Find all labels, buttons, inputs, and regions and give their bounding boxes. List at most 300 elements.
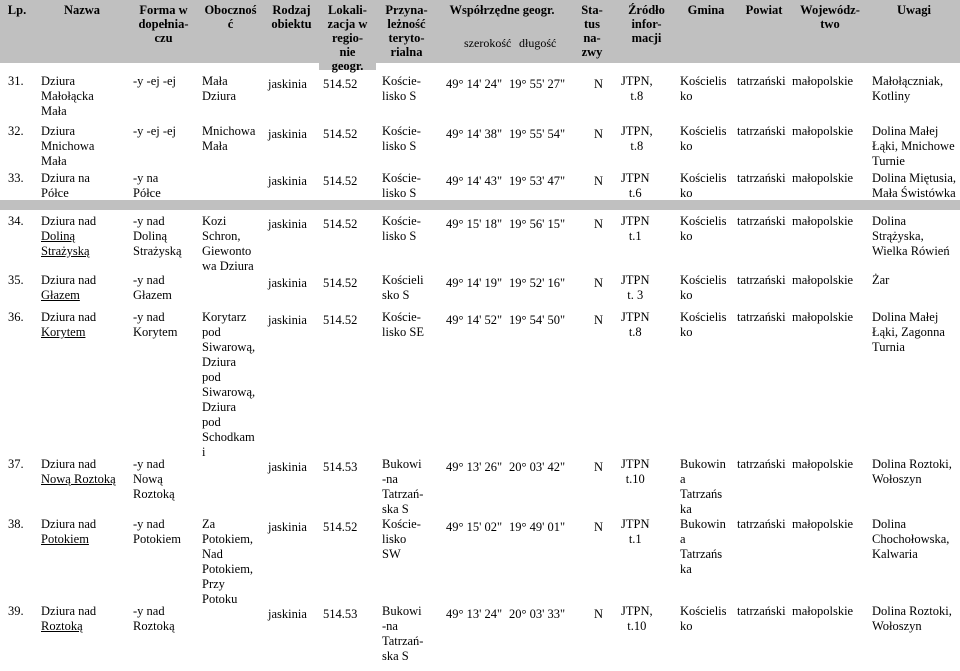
cell-status [594, 217, 603, 232]
cell-zrodlo [621, 517, 649, 547]
cell-obocz-line: Mnichowa [202, 124, 256, 138]
cell-forma-line: Głazem [133, 288, 172, 302]
cell-dl-line: 19° 55' 27" [509, 77, 566, 91]
cell-obocz-line: Przy [202, 577, 225, 591]
cell-forma [133, 457, 175, 502]
cell-lp [8, 517, 24, 532]
cell-zrodlo-line: JTPN [621, 517, 650, 531]
cell-nazwa-line: Dziura nad [41, 273, 97, 287]
cell-szer-line: 49° 13' 26" [446, 460, 503, 474]
header-forma: Forma w dopełnia- czu [130, 0, 197, 63]
cell-uwagi-line: Wołoszyn [872, 472, 922, 486]
cell-szer [446, 313, 502, 328]
cell-nazwa [41, 604, 96, 634]
cell-zrodlo-line: JTPN, [621, 74, 653, 88]
cell-woj-line: małopolskie [792, 74, 854, 88]
cell-obocz-line: pod [202, 370, 221, 384]
cell-uwagi-line: Kotliny [872, 89, 911, 103]
cell-zrodlo [621, 124, 653, 154]
cell-forma [133, 310, 177, 340]
cell-przyn [382, 273, 424, 303]
cell-gmina [680, 517, 726, 577]
cell-powiat-line: tatrzański [737, 457, 786, 471]
cell-szer [446, 276, 502, 291]
cell-lp-line: 33. [8, 171, 24, 185]
group-separator [0, 200, 960, 210]
cell-forma [133, 74, 176, 89]
cell-gmina-line: ko [680, 325, 693, 339]
cell-rodzaj [268, 460, 307, 475]
cell-zrodlo-line: JTPN [621, 171, 650, 185]
cell-woj [792, 517, 853, 532]
cell-nazwa [41, 171, 90, 201]
cell-szer [446, 520, 502, 535]
cell-woj-line: małopolskie [792, 457, 854, 471]
cell-lok-line: 514.52 [323, 77, 358, 91]
cell-przyn-line: -na [382, 619, 398, 633]
cell-uwagi-line: Małołączniak, [872, 74, 944, 88]
cell-status-line: N [594, 460, 604, 474]
cell-forma [133, 604, 175, 634]
cell-przyn-line: sko S [382, 288, 410, 302]
cell-powiat-line: tatrzański [737, 310, 786, 324]
cell-przyn [382, 310, 424, 340]
cell-woj-line: małopolskie [792, 604, 854, 618]
header-przynaleznosc: Przyna- leżność teryto- rialna [376, 0, 437, 63]
cell-forma [133, 517, 181, 547]
cell-dl [509, 460, 565, 475]
cell-woj [792, 457, 853, 472]
cell-dl [509, 520, 565, 535]
cell-powiat [737, 604, 786, 619]
cell-lok-line: 514.52 [323, 520, 358, 534]
cell-dl [509, 607, 565, 622]
header-zrodlo: Źródło infor- macji [617, 0, 676, 63]
cell-forma-line: Roztoką [133, 487, 175, 501]
cell-uwagi-line: Łąki, Zagonna [872, 325, 945, 339]
cell-woj [792, 604, 853, 619]
cell-zrodlo-line: t.1 [628, 229, 642, 243]
cell-forma-line: -y -ej -ej [133, 124, 177, 138]
cell-status [594, 520, 603, 535]
cell-powiat [737, 124, 786, 139]
header-gmina: Gmina [676, 0, 736, 63]
cell-forma [133, 171, 161, 201]
cell-uwagi-line: Dolina [872, 214, 907, 228]
cell-szer-line: 49° 14' 24" [446, 77, 503, 91]
cell-lp-line: 34. [8, 214, 24, 228]
cell-nazwa [41, 214, 96, 259]
cell-obocz-line: Kozi [202, 214, 227, 228]
cell-zrodlo-line: JTPN [621, 457, 650, 471]
cell-status-line: N [594, 276, 604, 290]
cell-woj [792, 273, 853, 288]
cell-status-line: N [594, 217, 604, 231]
cell-forma-line: -y nad [133, 273, 165, 287]
cell-nazwa-line: Dziura nad [41, 214, 97, 228]
cell-uwagi-line: Wielka Rówień [872, 244, 950, 258]
cell-forma-line: -y nad [133, 604, 165, 618]
cell-przyn [382, 214, 421, 244]
cell-gmina-line: Kościelis [680, 214, 727, 228]
cell-forma-line: Roztoką [133, 619, 175, 633]
cell-obocz [202, 74, 236, 104]
cell-rodzaj [268, 174, 307, 189]
cell-szer [446, 77, 502, 92]
cell-obocz-line: Za [202, 517, 216, 531]
cell-obocz [202, 124, 255, 154]
cell-lp [8, 273, 24, 288]
cell-lp [8, 124, 24, 139]
cell-gmina-line: Kościelis [680, 273, 727, 287]
cell-przyn-line: Koście- [382, 517, 421, 531]
cell-lp-line: 32. [8, 124, 24, 138]
cell-szer-line: 49° 15' 02" [446, 520, 503, 534]
cell-forma [133, 124, 176, 139]
cell-woj-line: małopolskie [792, 124, 854, 138]
cell-obocz-line: Korytarz [202, 310, 247, 324]
cell-zrodlo-line: JTPN, [621, 124, 653, 138]
cell-status-line: N [594, 313, 604, 327]
cell-powiat-line: tatrzański [737, 273, 786, 287]
cell-obocz-line: pod [202, 415, 221, 429]
cell-gmina-line: ko [680, 186, 693, 200]
cell-gmina-line: Bukowin [680, 457, 726, 471]
cell-przyn-line: Bukowi [382, 604, 422, 618]
cell-lok-line: 514.52 [323, 174, 358, 188]
cell-status-line: N [594, 127, 604, 141]
cell-nazwa-line: Małołącka [41, 89, 94, 103]
cell-obocz-line: Schodkam [202, 430, 255, 444]
cell-gmina-line: ka [680, 562, 692, 576]
cell-zrodlo-line: t.6 [628, 186, 642, 200]
cell-obocz-line: pod [202, 325, 221, 339]
cell-dl [509, 77, 565, 92]
cell-zrodlo [621, 273, 649, 303]
cell-forma-line: -y -ej -ej [133, 74, 177, 88]
cell-lp-line: 38. [8, 517, 24, 531]
cell-przyn [382, 457, 423, 517]
cell-forma-line: -y nad [133, 517, 165, 531]
cell-lok-line: 514.53 [323, 607, 358, 621]
cell-nazwa [41, 273, 96, 303]
cell-lok [323, 174, 357, 189]
cell-status-line: N [594, 607, 604, 621]
cell-obocz [202, 214, 254, 274]
cell-uwagi-line: Dolina Roztoki, [872, 457, 952, 471]
cell-gmina-line: ko [680, 89, 693, 103]
cell-gmina-line: Tatrzańs [680, 547, 723, 561]
header-lp: Lp. [0, 0, 34, 63]
cell-gmina-line: ko [680, 229, 693, 243]
cell-uwagi [872, 273, 889, 288]
header-nazwa: Nazwa [34, 0, 130, 63]
cell-zrodlo [621, 214, 649, 244]
cell-obocz [202, 517, 253, 607]
cell-forma-line: Nową [133, 472, 163, 486]
cell-powiat-line: tatrzański [737, 214, 786, 228]
cell-lok [323, 276, 357, 291]
cell-lok [323, 520, 357, 535]
cell-przyn-line: Koście- [382, 74, 421, 88]
cell-nazwa [41, 517, 96, 547]
cell-lp-line: 39. [8, 604, 24, 618]
cell-nazwa-line: Dziura nad [41, 310, 97, 324]
cell-gmina-line: Kościelis [680, 171, 727, 185]
cell-przyn-line: Bukowi [382, 457, 422, 471]
cell-obocz-line: Dziura [202, 355, 237, 369]
cell-dl [509, 217, 565, 232]
cell-uwagi-line: Turnie [872, 154, 905, 168]
cell-uwagi-line: Chochołowska, [872, 532, 950, 546]
cell-rodzaj-line: jaskinia [268, 460, 307, 474]
cell-rodzaj [268, 520, 307, 535]
cell-status [594, 174, 603, 189]
cell-rodzaj-line: jaskinia [268, 276, 307, 290]
cell-obocz [202, 310, 255, 460]
cell-lok-line: 514.52 [323, 276, 358, 290]
cell-nazwa [41, 457, 116, 487]
cell-obocz-line: Giewonto [202, 244, 252, 258]
cell-nazwa-line: Doliną [41, 229, 76, 243]
cell-rodzaj [268, 276, 307, 291]
cell-gmina-line: Kościelis [680, 604, 727, 618]
cell-lok [323, 217, 357, 232]
cell-przyn [382, 74, 421, 104]
cell-uwagi-line: Strążyska, [872, 229, 924, 243]
cell-nazwa [41, 124, 94, 169]
cell-przyn-line: -na [382, 472, 398, 486]
cell-przyn-line: lisko SE [382, 325, 425, 339]
cell-powiat [737, 457, 786, 472]
cell-gmina-line: Kościelis [680, 310, 727, 324]
header-lokalizacja: Lokali- zacja w regio- nie geogr. [319, 0, 376, 70]
cell-rodzaj-line: jaskinia [268, 217, 307, 231]
cell-szer [446, 217, 502, 232]
cell-lp [8, 74, 24, 89]
cell-uwagi-line: Żar [872, 273, 890, 287]
cell-obocz-line: Siwarową, [202, 385, 256, 399]
cell-lok [323, 607, 357, 622]
cell-dl-line: 19° 53' 47" [509, 174, 566, 188]
cell-szer-line: 49° 14' 52" [446, 313, 503, 327]
cell-powiat-line: tatrzański [737, 124, 786, 138]
cell-zrodlo-line: JTPN [621, 273, 650, 287]
header-wojewodztwo: Wojewódz- two [792, 0, 868, 63]
cell-lok [323, 313, 357, 328]
cell-zrodlo-line: JTPN [621, 214, 650, 228]
cell-uwagi [872, 171, 956, 201]
cell-zrodlo-line: t.10 [625, 472, 645, 486]
cell-status-line: N [594, 77, 604, 91]
cell-woj [792, 171, 853, 186]
cell-lp [8, 171, 24, 186]
cell-nazwa-line: Dziura nad [41, 457, 97, 471]
header-wspolrzedne: Współrzędne geogr. szerokość długość [437, 0, 567, 63]
cell-forma-line: Doliną [133, 229, 168, 243]
cell-nazwa-line: Potokiem [41, 532, 89, 546]
cell-woj-line: małopolskie [792, 273, 854, 287]
cell-szer [446, 127, 502, 142]
cell-forma-line: Potokiem [133, 532, 181, 546]
cell-nazwa-line: Korytem [41, 325, 86, 339]
header-obocznosc: Obocznoś ć [197, 0, 264, 63]
cell-status [594, 607, 603, 622]
cell-zrodlo-line: t.1 [628, 532, 642, 546]
cell-obocz-line: Mała [202, 74, 228, 88]
cell-lp-line: 31. [8, 74, 24, 88]
cell-uwagi-line: Dolina Roztoki, [872, 604, 952, 618]
cell-nazwa-line: Dziura nad [41, 604, 97, 618]
cell-obocz-line: Dziura [202, 89, 237, 103]
cell-szer-line: 49° 14' 19" [446, 276, 503, 290]
cell-gmina-line: Bukowin [680, 517, 726, 531]
cell-powiat [737, 214, 786, 229]
cell-woj [792, 310, 853, 325]
cell-nazwa-line: Mała [41, 154, 67, 168]
cell-przyn [382, 604, 423, 664]
cell-lok-line: 514.52 [323, 217, 358, 231]
cell-gmina [680, 310, 727, 340]
cell-zrodlo-line: t.8 [630, 139, 644, 153]
cell-rodzaj-line: jaskinia [268, 313, 307, 327]
cell-szer-line: 49° 13' 24" [446, 607, 503, 621]
cell-uwagi-line: Łąki, Mnichowe [872, 139, 955, 153]
cell-przyn [382, 171, 421, 201]
cell-lok-line: 514.53 [323, 460, 358, 474]
cell-woj [792, 124, 853, 139]
cell-gmina [680, 74, 727, 104]
cell-dl-line: 19° 52' 16" [509, 276, 566, 290]
cell-przyn-line: lisko S [382, 186, 417, 200]
header-rodzaj: Rodzaj obiektu [264, 0, 319, 63]
header-szerokosc: szerokość [464, 36, 512, 50]
cell-forma-line: Korytem [133, 325, 178, 339]
cell-dl-line: 20° 03' 33" [509, 607, 566, 621]
cell-obocz-line: Schron, [202, 229, 241, 243]
cell-gmina [680, 273, 727, 303]
cell-obocz-line: Siwarową, [202, 340, 256, 354]
cell-przyn-line: Koście- [382, 214, 421, 228]
cell-dl-line: 19° 54' 50" [509, 313, 566, 327]
cell-szer [446, 607, 502, 622]
cell-przyn-line: Koście- [382, 124, 421, 138]
cell-status [594, 77, 603, 92]
cell-przyn-line: ska S [382, 502, 409, 516]
cell-przyn-line: lisko [382, 532, 407, 546]
cell-szer-line: 49° 14' 43" [446, 174, 503, 188]
cell-przyn-line: lisko S [382, 229, 417, 243]
cell-nazwa-line: Strażyską [41, 244, 90, 258]
cell-obocz-line: Potokiem, [202, 562, 254, 576]
cell-gmina-line: a [680, 472, 686, 486]
cell-nazwa-line: Dziura [41, 74, 76, 88]
cell-nazwa [41, 310, 96, 340]
cell-lok [323, 127, 357, 142]
cell-rodzaj [268, 77, 307, 92]
cell-dl [509, 313, 565, 328]
cell-nazwa-line: Głazem [41, 288, 80, 302]
cell-forma [133, 273, 172, 303]
cell-lok [323, 77, 357, 92]
cell-powiat [737, 171, 786, 186]
cell-forma-line: -y nad [133, 457, 165, 471]
cell-szer [446, 460, 502, 475]
cell-dl [509, 127, 565, 142]
header-powiat: Powiat [736, 0, 792, 63]
cell-gmina [680, 171, 727, 201]
cell-zrodlo-line: t. 3 [627, 288, 644, 302]
cell-lp-line: 35. [8, 273, 24, 287]
cell-obocz-line: Mała [202, 139, 228, 153]
cell-status [594, 460, 603, 475]
cell-przyn [382, 517, 421, 562]
cell-dl-line: 20° 03' 42" [509, 460, 566, 474]
cell-przyn-line: SW [382, 547, 401, 561]
cell-nazwa-line: Dziura na [41, 171, 90, 185]
cell-gmina [680, 214, 727, 244]
cell-status [594, 127, 603, 142]
cell-nazwa-line: Dziura nad [41, 517, 97, 531]
cell-gmina-line: ko [680, 139, 693, 153]
cell-przyn-line: Tatrzań- [382, 634, 424, 648]
cell-nazwa [41, 74, 94, 119]
cell-uwagi [872, 310, 945, 355]
cell-uwagi [872, 604, 952, 634]
cell-uwagi-line: Wołoszyn [872, 619, 922, 633]
cell-uwagi [872, 517, 949, 562]
cell-obocz-line: wa Dziura [202, 259, 254, 273]
cell-woj-line: małopolskie [792, 517, 854, 531]
cell-lok-line: 514.52 [323, 127, 358, 141]
header-status: Sta- tus na- zwy [567, 0, 617, 63]
cell-gmina-line: ko [680, 619, 693, 633]
cell-lok [323, 460, 357, 475]
cell-status-line: N [594, 174, 604, 188]
cell-zrodlo-line: JTPN [621, 310, 650, 324]
cell-status-line: N [594, 520, 604, 534]
cell-powiat [737, 517, 786, 532]
cell-forma-line: -y na [133, 171, 159, 185]
cell-powiat [737, 310, 786, 325]
cell-nazwa-line: Mnichowa [41, 139, 95, 153]
cell-zrodlo-line: JTPN, [621, 604, 653, 618]
cell-forma-line: -y nad [133, 214, 165, 228]
cell-przyn-line: lisko S [382, 89, 417, 103]
cell-lp [8, 457, 24, 472]
cell-forma-line: Strażyską [133, 244, 182, 258]
cell-obocz-line: Potokiem, [202, 532, 254, 546]
cell-woj-line: małopolskie [792, 310, 854, 324]
cell-zrodlo [621, 604, 653, 634]
cell-obocz-line: Nad [202, 547, 223, 561]
cell-powiat [737, 74, 786, 89]
cell-gmina [680, 124, 727, 154]
cell-dl-line: 19° 56' 15" [509, 217, 566, 231]
cell-przyn [382, 124, 421, 154]
cell-uwagi-line: Kalwaria [872, 547, 918, 561]
cell-uwagi-line: Dolina Małej [872, 124, 939, 138]
cell-lp [8, 604, 24, 619]
cell-woj-line: małopolskie [792, 214, 854, 228]
cell-gmina-line: ka [680, 502, 692, 516]
cell-uwagi-line: Dolina Małej [872, 310, 939, 324]
cell-gmina-line: Kościelis [680, 74, 727, 88]
cell-zrodlo-line: t.8 [628, 325, 642, 339]
cell-nazwa-line: Dziura [41, 124, 76, 138]
cell-woj-line: małopolskie [792, 171, 854, 185]
cell-zrodlo-line: t.10 [627, 619, 647, 633]
